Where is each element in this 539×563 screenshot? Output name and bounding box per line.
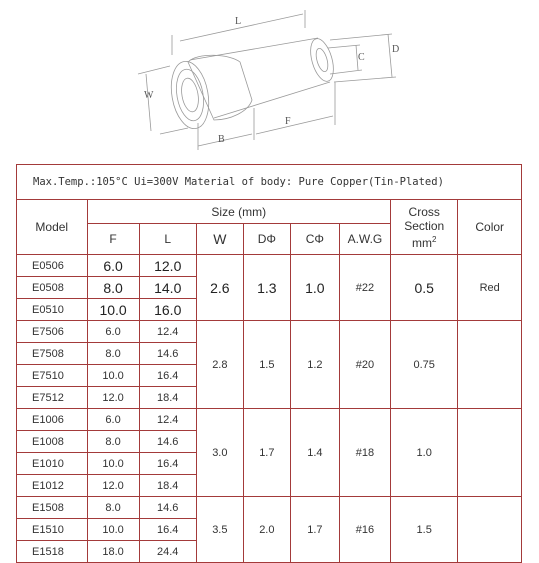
c-cell: 1.7 (290, 497, 339, 563)
l-cell: 14.6 (139, 343, 196, 365)
color-cell (458, 497, 522, 563)
c-cell: 1.0 (290, 255, 339, 321)
dim-label-l: L (235, 16, 242, 27)
ferrule-dimension-diagram (0, 0, 539, 160)
l-cell: 12.0 (139, 255, 196, 277)
f-cell: 12.0 (87, 387, 139, 409)
model-cell: E1508 (17, 497, 88, 519)
dim-label-b: B (218, 134, 225, 145)
model-cell: E7508 (17, 343, 88, 365)
model-cell: E1012 (17, 475, 88, 497)
header-cross-section-unit: mm (411, 235, 432, 250)
table-row (17, 255, 522, 277)
header-size: Size (mm) (87, 200, 390, 224)
color-cell (458, 409, 522, 497)
model-cell: E7512 (17, 387, 88, 409)
awg-cell: #20 (339, 321, 390, 409)
d-cell: 1.3 (243, 255, 290, 321)
f-cell: 6.0 (87, 409, 139, 431)
header-cross-section-sup: 2 (431, 234, 437, 244)
model-cell: E1510 (17, 519, 88, 541)
l-cell: 12.4 (139, 321, 196, 343)
f-cell: 8.0 (87, 343, 139, 365)
f-cell: 8.0 (87, 497, 139, 519)
l-cell: 16.4 (139, 519, 196, 541)
header-model: Model (17, 200, 88, 255)
subheader-awg: A.W.G (339, 224, 390, 255)
header-color: Color (458, 200, 522, 255)
model-cell: E1006 (17, 409, 88, 431)
f-cell: 10.0 (87, 299, 139, 321)
header-cross-section-line2: Section (404, 218, 445, 233)
table-row (17, 497, 522, 519)
header-cross-section (390, 200, 457, 255)
f-cell: 8.0 (87, 277, 139, 299)
dim-label-c: C (358, 52, 365, 63)
model-cell: E7506 (17, 321, 88, 343)
cross-section-cell: 0.5 (390, 255, 457, 321)
subheader-w: W (196, 224, 243, 255)
model-cell: E1008 (17, 431, 88, 453)
awg-cell: #18 (339, 409, 390, 497)
f-cell: 10.0 (87, 453, 139, 475)
l-cell: 12.4 (139, 409, 196, 431)
model-cell: E7510 (17, 365, 88, 387)
color-cell: Red (458, 255, 522, 321)
cross-section-cell: 1.5 (390, 497, 457, 563)
cross-section-cell: 1.0 (390, 409, 457, 497)
f-cell: 18.0 (87, 541, 139, 563)
c-cell: 1.4 (290, 409, 339, 497)
subheader-d: DΦ (243, 224, 290, 255)
w-cell: 3.0 (196, 409, 243, 497)
model-cell: E0510 (17, 299, 88, 321)
w-cell: 2.8 (196, 321, 243, 409)
f-cell: 6.0 (87, 321, 139, 343)
f-cell: 10.0 (87, 519, 139, 541)
model-cell: E0506 (17, 255, 88, 277)
w-cell: 3.5 (196, 497, 243, 563)
c-cell: 1.2 (290, 321, 339, 409)
header-cross-section-line1: Cross (408, 204, 440, 219)
d-cell: 1.5 (243, 321, 290, 409)
model-cell: E1518 (17, 541, 88, 563)
dim-label-w: W (144, 90, 154, 101)
dim-label-f: F (285, 116, 291, 127)
table-row (17, 321, 522, 343)
l-cell: 16.4 (139, 453, 196, 475)
table-row (17, 409, 522, 431)
l-cell: 24.4 (139, 541, 196, 563)
d-cell: 1.7 (243, 409, 290, 497)
ferrule-spec-table (16, 164, 522, 563)
model-cell: E0508 (17, 277, 88, 299)
f-cell: 12.0 (87, 475, 139, 497)
l-cell: 16.4 (139, 365, 196, 387)
cross-section-cell: 0.75 (390, 321, 457, 409)
color-cell (458, 321, 522, 409)
dim-label-d: D (392, 44, 400, 55)
subheader-l: L (139, 224, 196, 255)
awg-cell: #22 (339, 255, 390, 321)
d-cell: 2.0 (243, 497, 290, 563)
subheader-c: CΦ (290, 224, 339, 255)
l-cell: 18.4 (139, 475, 196, 497)
l-cell: 14.6 (139, 431, 196, 453)
model-cell: E1010 (17, 453, 88, 475)
awg-cell: #16 (339, 497, 390, 563)
f-cell: 6.0 (87, 255, 139, 277)
f-cell: 8.0 (87, 431, 139, 453)
l-cell: 18.4 (139, 387, 196, 409)
spec-info-banner: Max.Temp.:105°C Ui=300V Material of body: Pure Copper(Tin-Plated) (17, 165, 522, 200)
w-cell: 2.6 (196, 255, 243, 321)
l-cell: 14.0 (139, 277, 196, 299)
l-cell: 16.0 (139, 299, 196, 321)
subheader-f: F (87, 224, 139, 255)
l-cell: 14.6 (139, 497, 196, 519)
f-cell: 10.0 (87, 365, 139, 387)
